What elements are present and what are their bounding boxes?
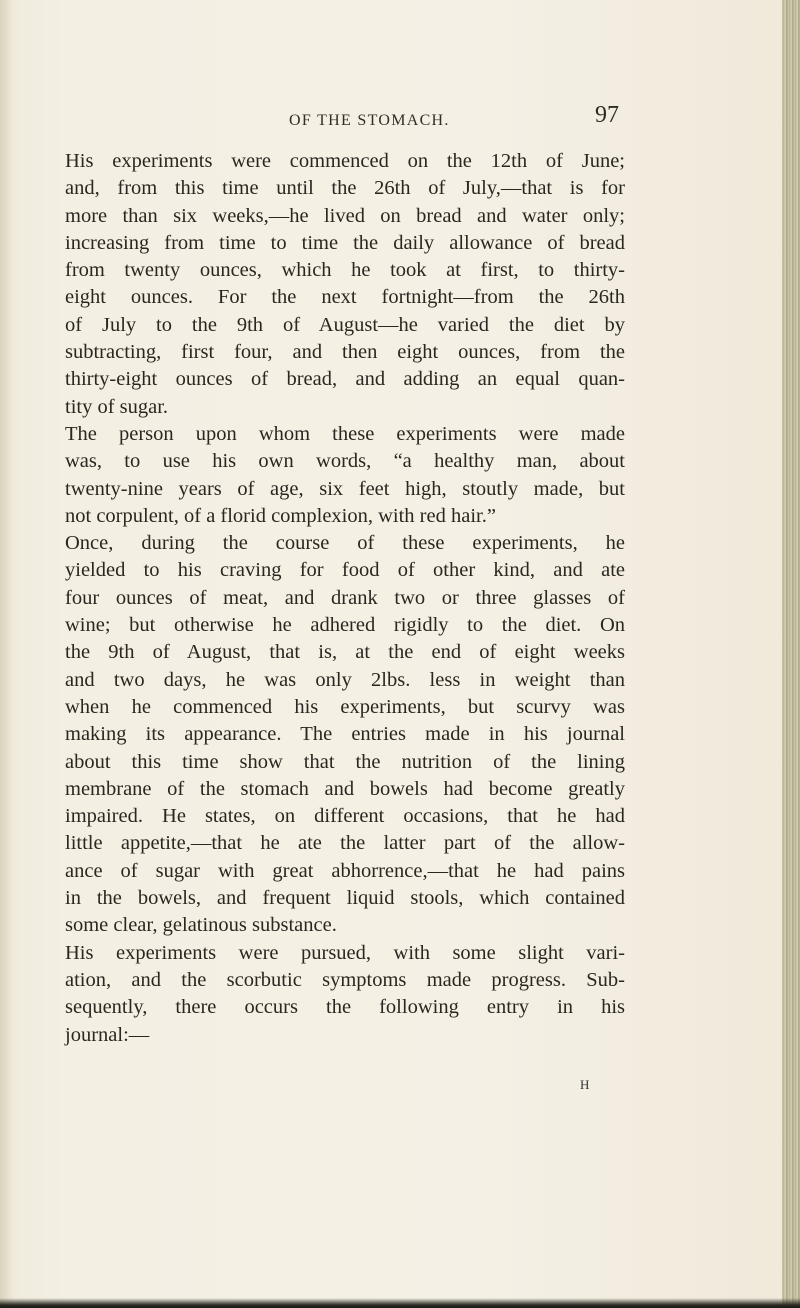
- text-line: His experiments were pursued, with some slight vari-: [65, 941, 625, 964]
- binding-shadow: [0, 0, 14, 1308]
- text-line: some clear, gelatinous substance.: [65, 914, 337, 937]
- text-line: the 9th of August, that is, at the end of eight weeks: [65, 641, 625, 664]
- text-line: ance of sugar with great abhorrence,—that he had pains: [65, 859, 625, 882]
- text-line: impaired. He states, on different occasions, that he had: [65, 805, 625, 828]
- text-line: ation, and the scorbutic symptoms made progress. Sub-: [65, 968, 625, 991]
- page-number: 97: [595, 102, 619, 128]
- text-line: Once, during the course of these experiments, he: [65, 532, 625, 555]
- text-line: journal:—: [65, 1023, 150, 1046]
- text-line: not corpulent, of a florid complexion, with red hair.”: [65, 504, 496, 527]
- text-line: in the bowels, and frequent liquid stools, which contained: [65, 887, 625, 910]
- text-line: thirty-eight ounces of bread, and adding an equal quan-: [65, 368, 625, 391]
- text-line: yielded to his craving for food of other kind, and ate: [65, 559, 625, 582]
- text-line: was, to use his own words, “a healthy man, about: [65, 450, 625, 473]
- text-line: when he commenced his experiments, but scurvy was: [65, 695, 625, 718]
- text-line: and, from this time until the 26th of July,—that is for: [65, 177, 625, 200]
- text-line: eight ounces. For the next fortnight—from the 26th: [65, 286, 625, 309]
- text-line: tity of sugar.: [65, 395, 169, 418]
- text-line: increasing from time to time the daily allowance of bread: [65, 231, 625, 254]
- text-line: wine; but otherwise he adhered rigidly to the diet. On: [65, 614, 625, 637]
- running-head: OF THE STOMACH.: [289, 112, 450, 129]
- text-line: little appetite,—that he ate the latter part of the allow-: [65, 832, 625, 855]
- text-line: subtracting, first four, and then eight ounces, from the: [65, 341, 625, 364]
- bottom-shadow: [0, 1298, 800, 1308]
- text-line: more than six weeks,—he lived on bread and water only;: [65, 204, 625, 227]
- text-line: from twenty ounces, which he took at first, to thirty-: [65, 259, 625, 282]
- text-line: The person upon whom these experiments were made: [65, 422, 625, 445]
- text-line: sequently, there occurs the following entry in his: [65, 996, 625, 1019]
- text-line: twenty-nine years of age, six feet high, stoutly made, but: [65, 477, 625, 500]
- text-line: about this time show that the nutrition of the lining: [65, 750, 625, 773]
- body-text: [65, 148, 625, 1049]
- signature-mark: H: [580, 1077, 591, 1092]
- text-line: four ounces of meat, and drank two or three glasses of: [65, 586, 625, 609]
- text-line: of July to the 9th of August—he varied the diet by: [65, 313, 625, 336]
- text-line: His experiments were commenced on the 12th of June;: [65, 150, 625, 172]
- text-line: and two days, he was only 2lbs. less in weight than: [65, 668, 625, 691]
- text-line: making its appearance. The entries made in his journal: [65, 723, 625, 746]
- page-edges: [782, 0, 800, 1308]
- text-line: membrane of the stomach and bowels had become greatly: [65, 777, 625, 800]
